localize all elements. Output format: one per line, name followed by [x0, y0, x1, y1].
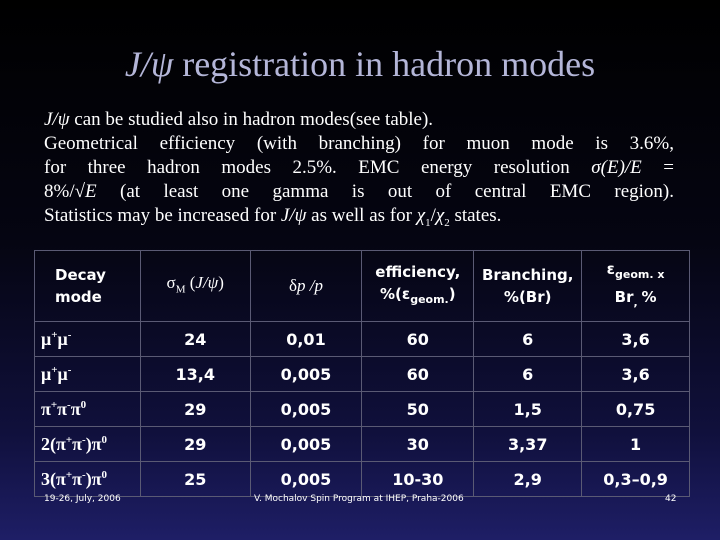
efficiency-cell: 10-30 [362, 462, 474, 497]
header-efficiency: efficiency, $\%(\varepsilon_{geom.})$ [362, 251, 474, 322]
sigma-m-cell: 24 [140, 322, 250, 357]
dp-p-cell: 0,005 [250, 392, 362, 427]
branching-cell: 6 [474, 357, 582, 392]
eff-x-br-cell: 3,6 [582, 322, 690, 357]
body-text [44, 108, 674, 235]
dp-p-cell: 0,005 [250, 427, 362, 462]
branching-cell: 2,9 [474, 462, 582, 497]
decay-mode-cell: μ+μ- [35, 322, 141, 357]
dp-p-cell: 0,005 [250, 357, 362, 392]
title-symbol: J/ψ [124, 44, 174, 84]
title-text: registration in hadron modes [182, 44, 596, 84]
efficiency-cell: 60 [362, 357, 474, 392]
header-eff-x-br: $\varepsilon_{geom. x}$ $Br_,$ % [582, 251, 690, 322]
eff-x-br-cell: 1 [582, 427, 690, 462]
body-line-1: J/ψ can be studied also in hadron modes(see table). [44, 109, 434, 130]
efficiency-cell: 50 [362, 392, 474, 427]
decay-mode-cell: μ+μ- [35, 357, 141, 392]
body-line-4: 8%/√E (at least one gamma is out of central EMC region). [44, 181, 674, 202]
body-line-2: Geometrical efficiency (with branching) for muon mode is 3.6%, [44, 133, 674, 154]
table-row [35, 357, 690, 392]
eff-x-br-cell: 0,3–0,9 [582, 462, 690, 497]
body-line-5: Statistics may be increased for J/ψ as well as for $\chi_1/\chi_2$ states. [44, 205, 502, 229]
table-header-row [35, 251, 690, 322]
branching-cell: 3,37 [474, 427, 582, 462]
efficiency-cell: 30 [362, 427, 474, 462]
footer-center: V. Mochalov Spin Program at IHEP, Praha-2006 [254, 494, 464, 504]
branching-cell: 1,5 [474, 392, 582, 427]
header-branching: Branching, %(Br) [474, 251, 582, 322]
header-dp-p: δp /p [250, 251, 362, 322]
dp-p-cell: 0,01 [250, 322, 362, 357]
body-line-3: for three hadron modes 2.5%. EMC energy resolution σ(E)/E = [44, 157, 674, 178]
decay-mode-cell: $3(\pi^+\pi^-)\pi^0$ [35, 462, 141, 497]
table-row [35, 322, 690, 357]
table-row [35, 462, 690, 497]
decay-mode-cell: $2(\pi^+\pi^-)\pi^0$ [35, 427, 141, 462]
efficiency-cell: 60 [362, 322, 474, 357]
decay-modes-table [34, 250, 690, 497]
decay-mode-cell: $\pi^+\pi^-\pi^0$ [35, 392, 141, 427]
sigma-m-cell: 29 [140, 427, 250, 462]
header-sigma-m: $\sigma_M$ (J/ψ) [140, 251, 250, 322]
sigma-m-cell: 25 [140, 462, 250, 497]
dp-p-cell: 0,005 [250, 462, 362, 497]
slide-title [0, 42, 720, 86]
eff-x-br-cell: 0,75 [582, 392, 690, 427]
table-row [35, 427, 690, 462]
header-decay-mode: Decay mode [35, 251, 141, 322]
sigma-m-cell: 29 [140, 392, 250, 427]
sigma-m-cell: 13,4 [140, 357, 250, 392]
branching-cell: 6 [474, 322, 582, 357]
page-number: 42 [665, 494, 677, 504]
eff-x-br-cell: 3,6 [582, 357, 690, 392]
footer-date: 19-26, July, 2006 [44, 494, 121, 504]
table-row [35, 392, 690, 427]
